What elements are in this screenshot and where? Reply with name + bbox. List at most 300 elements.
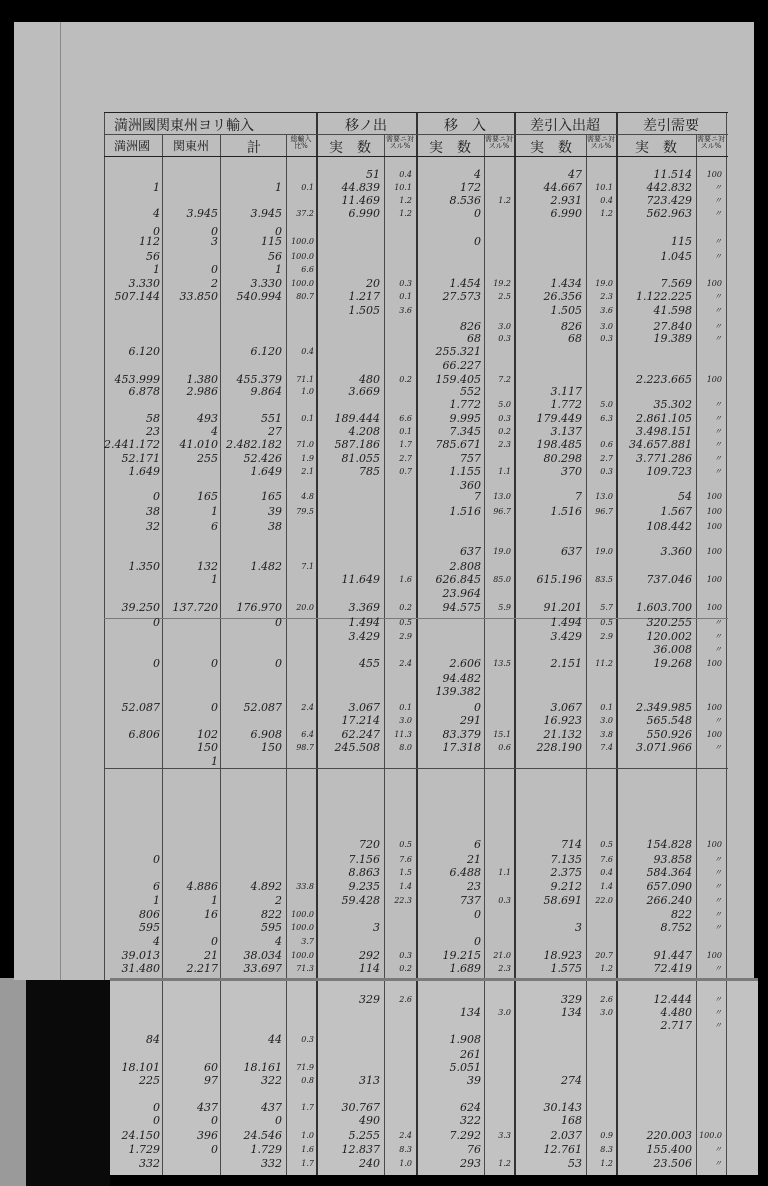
cell-manchukuo: 58 [146, 412, 160, 425]
cell-demand-ratio: 〃 [714, 964, 722, 973]
header-export-group: 移ノ出 [345, 118, 387, 134]
cell-export-ratio: 1.2 [399, 196, 412, 205]
cell-total-share: 71.1 [296, 375, 314, 384]
cell-import-ratio: 85.0 [493, 575, 511, 584]
cell-kwantung: 1 [211, 573, 218, 586]
cell-demand-ratio: 〃 [714, 400, 722, 409]
header-manchukuo: 満洲國 [113, 139, 151, 153]
cell-export-ratio: 7.6 [399, 855, 412, 864]
cell-demand-ratio: 100 [706, 170, 722, 179]
cell-import-actual: 624 [460, 1101, 481, 1114]
cell-import-actual: 785.671 [435, 438, 481, 451]
cell-net-ratio: 7.4 [600, 743, 613, 752]
cell-total: 52.087 [243, 701, 282, 714]
cell-export-actual: 455 [359, 657, 380, 670]
dark-margin [26, 978, 110, 1186]
cell-import-ratio: 5.0 [498, 400, 511, 409]
cell-total: 52.426 [243, 452, 282, 465]
cell-demand-actual: 2.223.665 [636, 373, 692, 386]
cell-import-actual: 360 [460, 479, 481, 492]
header-demand-actual: 実 数 [635, 140, 677, 156]
cell-net-actual: 68 [568, 332, 582, 345]
cell-total-share: 98.7 [296, 743, 314, 752]
cell-export-actual: 59.428 [341, 894, 380, 907]
cell-demand-actual: 550.926 [646, 728, 692, 741]
cell-net-actual: 2.037 [550, 1129, 582, 1142]
cell-demand-ratio: 〃 [714, 440, 722, 449]
cell-kwantung: 0 [211, 701, 218, 714]
cell-total: 3.330 [250, 277, 282, 290]
cell-manchukuo: 1.649 [128, 465, 160, 478]
cell-import-actual: 261 [460, 1048, 481, 1061]
cell-kwantung: 6 [211, 520, 218, 533]
cell-net-ratio: 20.7 [595, 951, 613, 960]
cell-import-actual: 1.772 [449, 398, 481, 411]
cell-net-actual: 3.137 [550, 425, 582, 438]
cell-manchukuo: 4 [153, 935, 160, 948]
cell-total: 0 [275, 225, 282, 238]
cell-manchukuo: 595 [139, 921, 160, 934]
rule [484, 134, 485, 980]
cell-net-actual: 9.212 [550, 880, 582, 893]
cell-import-ratio: 3.3 [498, 1131, 511, 1140]
cell-manchukuo: 0 [153, 490, 160, 503]
cell-import-ratio: 1.1 [498, 467, 511, 476]
cell-demand-actual: 27.840 [653, 320, 692, 333]
cell-demand-ratio: 〃 [714, 645, 722, 654]
cell-manchukuo: 56 [146, 250, 160, 263]
cell-total: 595 [261, 921, 282, 934]
cell-manchukuo: 112 [139, 235, 160, 248]
rule [60, 22, 61, 980]
cell-import-actual: 1.454 [449, 277, 481, 290]
cell-kwantung: 0 [211, 225, 218, 238]
cell-import-actual: 626.845 [435, 573, 481, 586]
rule [416, 112, 418, 980]
cell-demand-ratio: 100.0 [699, 1131, 722, 1140]
cell-kwantung: 0 [211, 657, 218, 670]
cell-net-ratio: 0.6 [600, 440, 613, 449]
cell-demand-ratio: 〃 [714, 252, 722, 261]
cell-export-actual: 1.217 [348, 290, 380, 303]
cell-demand-ratio: 〃 [714, 743, 722, 752]
cell-import-ratio: 19.0 [493, 547, 511, 556]
cell-net-actual: 3.067 [550, 701, 582, 714]
cell-net-ratio: 13.0 [595, 492, 613, 501]
cell-import-actual: 17.318 [442, 741, 481, 754]
cell-total: 6.908 [250, 728, 282, 741]
cell-total: 1 [275, 263, 282, 276]
cell-kwantung: 137.720 [172, 601, 218, 614]
cell-import-actual: 66.227 [442, 359, 481, 372]
cell-demand-actual: 41.598 [653, 304, 692, 317]
cell-total: 115 [261, 235, 282, 248]
cell-total: 39 [268, 505, 282, 518]
cell-import-ratio: 2.3 [498, 440, 511, 449]
cell-demand-ratio: 〃 [714, 868, 722, 877]
cell-kwantung: 493 [197, 412, 218, 425]
cell-import-ratio: 19.2 [493, 279, 511, 288]
cell-export-ratio: 1.5 [399, 868, 412, 877]
cell-total: 455.379 [236, 373, 282, 386]
cell-export-actual: 81.055 [341, 452, 380, 465]
cell-import-ratio: 0.3 [498, 896, 511, 905]
cell-demand-actual: 154.828 [646, 838, 692, 851]
cell-export-ratio: 3.6 [399, 306, 412, 315]
cell-manchukuo: 39.250 [121, 601, 160, 614]
cell-net-actual: 329 [561, 993, 582, 1006]
rule [514, 981, 516, 1175]
cell-manchukuo: 23 [146, 425, 160, 438]
cell-demand-actual: 1.122.225 [636, 290, 692, 303]
cell-import-actual: 7.292 [449, 1129, 481, 1142]
rule [384, 981, 385, 1175]
cell-import-actual: 552 [460, 385, 481, 398]
cell-demand-actual: 109.723 [646, 465, 692, 478]
cell-export-actual: 9.235 [348, 880, 380, 893]
cell-kwantung: 0 [211, 1143, 218, 1156]
cell-kwantung: 132 [197, 560, 218, 573]
cell-import-ratio: 0.6 [498, 743, 511, 752]
cell-kwantung: 4 [211, 425, 218, 438]
header-net-actual: 実 数 [530, 140, 572, 156]
rule [416, 981, 418, 1175]
cell-demand-actual: 220.003 [646, 1129, 692, 1142]
cell-net-actual: 26.356 [543, 290, 582, 303]
cell-net-actual: 6.990 [550, 207, 582, 220]
cell-import-actual: 139.382 [435, 685, 481, 698]
cell-import-actual: 83.379 [442, 728, 481, 741]
cell-export-ratio: 8.0 [399, 743, 412, 752]
cell-net-actual: 2.151 [550, 657, 582, 670]
cell-total: 437 [261, 1101, 282, 1114]
cell-manchukuo: 1 [153, 894, 160, 907]
cell-total-share: 7.1 [301, 562, 314, 571]
cell-export-actual: 329 [359, 993, 380, 1006]
cell-net-ratio: 2.3 [600, 292, 613, 301]
rule [384, 134, 385, 980]
cell-demand-actual: 584.364 [646, 866, 692, 879]
cell-demand-ratio: 〃 [714, 910, 722, 919]
cell-demand-ratio: 〃 [714, 427, 722, 436]
cell-net-actual: 21.132 [543, 728, 582, 741]
cell-net-actual: 1.434 [550, 277, 582, 290]
cell-total: 822 [261, 908, 282, 921]
cell-total-share: 80.7 [296, 292, 314, 301]
ledger-sheet-continuation [110, 978, 758, 1175]
cell-import-actual: 0 [474, 235, 481, 248]
cell-total-share: 100.0 [291, 951, 314, 960]
cell-manchukuo: 38 [146, 505, 160, 518]
cell-manchukuo: 3.330 [128, 277, 160, 290]
cell-net-actual: 1.772 [550, 398, 582, 411]
rule [586, 981, 587, 1175]
rule [104, 768, 728, 769]
cell-export-actual: 8.863 [348, 866, 380, 879]
cell-export-actual: 11.649 [341, 573, 380, 586]
cell-total: 4.892 [250, 880, 282, 893]
cell-total-share: 1.0 [301, 387, 314, 396]
cell-total-share: 71.0 [296, 440, 314, 449]
cell-demand-actual: 115 [671, 235, 692, 248]
cell-kwantung: 1.380 [186, 373, 218, 386]
cell-export-ratio: 10.1 [394, 183, 412, 192]
cell-import-actual: 7.345 [449, 425, 481, 438]
cell-manchukuo: 84 [146, 1033, 160, 1046]
cell-import-ratio: 7.2 [498, 375, 511, 384]
cell-demand-ratio: 100 [706, 492, 722, 501]
cell-manchukuo: 18.101 [121, 1061, 160, 1074]
cell-export-ratio: 0.2 [399, 375, 412, 384]
cell-import-actual: 39 [467, 1074, 481, 1087]
cell-demand-ratio: 100 [706, 951, 722, 960]
cell-manchukuo: 0 [153, 225, 160, 238]
cell-demand-actual: 8.752 [660, 921, 692, 934]
cell-demand-actual: 822 [671, 908, 692, 921]
cell-net-ratio: 3.8 [600, 730, 613, 739]
cell-net-actual: 16.923 [543, 714, 582, 727]
cell-net-ratio: 1.2 [600, 964, 613, 973]
cell-demand-actual: 108.442 [646, 520, 692, 533]
cell-export-actual: 245.508 [334, 741, 380, 754]
cell-export-ratio: 3.0 [399, 716, 412, 725]
cell-import-ratio: 3.0 [498, 1008, 511, 1017]
cell-import-actual: 2.808 [449, 560, 481, 573]
cell-demand-ratio: 〃 [714, 183, 722, 192]
cell-import-actual: 255.321 [435, 345, 481, 358]
cell-export-actual: 17.214 [341, 714, 380, 727]
cell-kwantung: 1 [211, 755, 218, 768]
cell-kwantung: 60 [204, 1061, 218, 1074]
cell-demand-ratio: 〃 [714, 618, 722, 627]
cell-demand-ratio: 〃 [714, 322, 722, 331]
cell-net-actual: 198.485 [536, 438, 582, 451]
cell-kwantung: 41.010 [179, 438, 218, 451]
header-export-actual: 実 数 [329, 140, 371, 156]
cell-import-actual: 291 [460, 714, 481, 727]
cell-import-actual: 6 [474, 838, 481, 851]
cell-manchukuo: 1.350 [128, 560, 160, 573]
cell-demand-actual: 3.498.151 [636, 425, 692, 438]
cell-net-ratio: 83.5 [595, 575, 613, 584]
cell-manchukuo: 225 [139, 1074, 160, 1087]
cell-total: 18.161 [243, 1061, 282, 1074]
ledger-sheet [14, 22, 754, 980]
cell-net-ratio: 11.2 [595, 659, 613, 668]
cell-export-actual: 313 [359, 1074, 380, 1087]
header-net-ratio: 需要ニ対スル% [587, 135, 615, 150]
cell-net-actual: 58.691 [543, 894, 582, 907]
cell-demand-ratio: 100 [706, 840, 722, 849]
cell-kwantung: 165 [197, 490, 218, 503]
cell-import-actual: 5.051 [449, 1061, 481, 1074]
cell-export-ratio: 1.4 [399, 882, 412, 891]
cell-total-share: 4.8 [301, 492, 314, 501]
cell-kwantung: 396 [197, 1129, 218, 1142]
rule [586, 134, 587, 980]
cell-net-ratio: 8.3 [600, 1145, 613, 1154]
rule [220, 134, 221, 980]
cell-total: 4 [275, 935, 282, 948]
cell-export-actual: 62.247 [341, 728, 380, 741]
cell-manchukuo: 507.144 [114, 290, 160, 303]
cell-export-actual: 5.255 [348, 1129, 380, 1142]
cell-demand-actual: 3.071.966 [636, 741, 692, 754]
cell-total-share: 71.9 [296, 1063, 314, 1072]
cell-net-actual: 615.196 [536, 573, 582, 586]
cell-export-ratio: 0.1 [399, 427, 412, 436]
cell-import-ratio: 0.2 [498, 427, 511, 436]
cell-demand-actual: 19.389 [653, 332, 692, 345]
cell-export-ratio: 0.1 [399, 292, 412, 301]
rule [286, 134, 287, 980]
cell-export-ratio: 0.2 [399, 603, 412, 612]
header-demand-ratio: 需要ニ対スル% [697, 135, 725, 150]
cell-export-actual: 587.186 [334, 438, 380, 451]
cell-total: 9.864 [250, 385, 282, 398]
cell-manchukuo: 453.999 [114, 373, 160, 386]
cell-net-ratio: 19.0 [595, 547, 613, 556]
cell-net-actual: 637 [561, 545, 582, 558]
header-net-group: 差引入出超 [530, 118, 600, 134]
cell-manchukuo: 6.806 [128, 728, 160, 741]
cell-import-ratio: 1.2 [498, 1159, 511, 1168]
cell-total-share: 100.0 [291, 237, 314, 246]
cell-net-actual: 80.298 [543, 452, 582, 465]
cell-net-actual: 47 [568, 168, 582, 181]
cell-net-actual: 2.931 [550, 194, 582, 207]
cell-import-actual: 7 [474, 490, 481, 503]
cell-net-ratio: 1.2 [600, 209, 613, 218]
rule [616, 112, 618, 980]
rule [696, 134, 697, 980]
cell-manchukuo: 4 [153, 207, 160, 220]
cell-total-share: 6.4 [301, 730, 314, 739]
cell-total-share: 3.7 [301, 937, 314, 946]
cell-net-actual: 18.923 [543, 949, 582, 962]
cell-export-ratio: 6.6 [399, 414, 412, 423]
cell-demand-actual: 23.506 [653, 1157, 692, 1170]
cell-import-actual: 1.155 [449, 465, 481, 478]
cell-manchukuo: 6.878 [128, 385, 160, 398]
cell-demand-ratio: 〃 [714, 923, 722, 932]
cell-kwantung: 2.986 [186, 385, 218, 398]
cell-export-actual: 3 [373, 921, 380, 934]
cell-import-actual: 172 [460, 181, 481, 194]
cell-export-actual: 114 [359, 962, 380, 975]
cell-kwantung: 2.217 [186, 962, 218, 975]
cell-manchukuo: 52.087 [121, 701, 160, 714]
header-kwantung: 関東州 [172, 139, 210, 153]
cell-demand-actual: 93.858 [653, 853, 692, 866]
cell-kwantung: 102 [197, 728, 218, 741]
cell-total-share: 71.3 [296, 964, 314, 973]
rule [726, 112, 727, 980]
cell-demand-ratio: 〃 [714, 882, 722, 891]
cell-import-actual: 322 [460, 1114, 481, 1127]
cell-export-ratio: 2.6 [399, 995, 412, 1004]
cell-total: 1.649 [250, 465, 282, 478]
cell-net-actual: 3.429 [550, 630, 582, 643]
cell-export-ratio: 2.7 [399, 454, 412, 463]
header-import-group2: 移 入 [444, 118, 486, 134]
cell-net-ratio: 19.0 [595, 279, 613, 288]
cell-net-actual: 168 [561, 1114, 582, 1127]
cell-demand-ratio: 〃 [714, 306, 722, 315]
cell-export-ratio: 0.4 [399, 170, 412, 179]
cell-export-actual: 20 [366, 277, 380, 290]
cell-net-ratio: 2.6 [600, 995, 613, 1004]
cell-net-actual: 91.201 [543, 601, 582, 614]
cell-manchukuo: 806 [139, 908, 160, 921]
cell-total: 176.970 [236, 601, 282, 614]
cell-net-ratio: 0.9 [600, 1131, 613, 1140]
cell-net-ratio: 7.6 [600, 855, 613, 864]
cell-demand-ratio: 〃 [714, 995, 722, 1004]
cell-demand-ratio: 〃 [714, 1008, 722, 1017]
cell-demand-ratio: 100 [706, 279, 722, 288]
cell-manchukuo: 31.480 [121, 962, 160, 975]
cell-import-actual: 23.964 [442, 587, 481, 600]
cell-kwantung: 0 [211, 1114, 218, 1127]
cell-total: 1.729 [250, 1143, 282, 1156]
cell-demand-actual: 34.657.881 [629, 438, 692, 451]
cell-import-actual: 27.573 [442, 290, 481, 303]
cell-export-ratio: 1.6 [399, 575, 412, 584]
cell-kwantung: 1 [211, 894, 218, 907]
cell-import-ratio: 96.7 [493, 507, 511, 516]
cell-export-ratio: 1.0 [399, 1159, 412, 1168]
cell-net-actual: 1.505 [550, 304, 582, 317]
cell-manchukuo: 0 [153, 657, 160, 670]
cell-export-ratio: 11.3 [394, 730, 412, 739]
cell-import-ratio: 1.2 [498, 196, 511, 205]
cell-demand-ratio: 〃 [714, 454, 722, 463]
cell-total: 33.697 [243, 962, 282, 975]
cell-net-ratio: 3.0 [600, 716, 613, 725]
cell-net-ratio: 2.9 [600, 632, 613, 641]
cell-import-ratio: 1.1 [498, 868, 511, 877]
cell-import-ratio: 13.0 [493, 492, 511, 501]
cell-net-actual: 370 [561, 465, 582, 478]
cell-total-share: 1.0 [301, 1131, 314, 1140]
cell-total: 1 [275, 181, 282, 194]
rule [616, 981, 618, 1175]
cell-demand-ratio: 〃 [714, 414, 722, 423]
cell-manchukuo: 2.441.172 [104, 438, 160, 451]
cell-demand-ratio: 100 [706, 730, 722, 739]
cell-demand-ratio: 〃 [714, 209, 722, 218]
cell-kwantung: 255 [197, 452, 218, 465]
cell-total-share: 79.5 [296, 507, 314, 516]
cell-import-ratio: 5.9 [498, 603, 511, 612]
cell-import-actual: 23 [467, 880, 481, 893]
cell-import-ratio: 15.1 [493, 730, 511, 739]
cell-total: 150 [261, 741, 282, 754]
cell-demand-actual: 320.255 [646, 616, 692, 629]
rule [220, 981, 221, 1175]
cell-kwantung: 33.850 [179, 290, 218, 303]
cell-kwantung: 150 [197, 741, 218, 754]
cell-kwantung: 0 [211, 263, 218, 276]
cell-import-actual: 21 [467, 853, 481, 866]
cell-export-ratio: 0.1 [399, 703, 412, 712]
cell-demand-actual: 1.567 [660, 505, 692, 518]
binding-edge [0, 978, 26, 1186]
cell-net-actual: 7.135 [550, 853, 582, 866]
cell-total-share: 1.7 [301, 1103, 314, 1112]
cell-net-actual: 134 [561, 1006, 582, 1019]
